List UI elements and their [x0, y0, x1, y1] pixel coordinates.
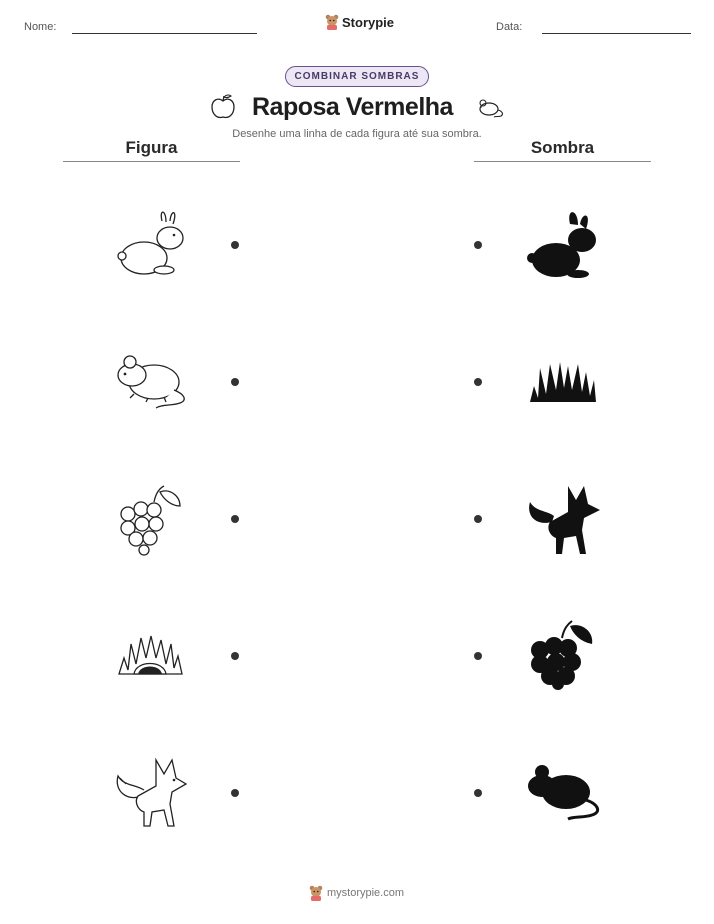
shadow-dot-4[interactable]: [474, 652, 482, 660]
instructions: Desenhe uma linha de cada figura até sua sombra.: [232, 128, 482, 140]
shadow-dot-3[interactable]: [474, 515, 482, 523]
grass-burrow-figure: [116, 634, 186, 678]
mouse-shadow: [526, 764, 602, 822]
mouse-icon: [474, 95, 506, 119]
date-label: Data:: [496, 21, 523, 33]
figures-column-header: Figura: [125, 138, 178, 157]
apple-icon: [209, 93, 237, 121]
footer: [309, 885, 404, 901]
figure-dot-1[interactable]: [231, 241, 239, 249]
brand-name: Storypie: [342, 14, 395, 30]
shadows-column-header: Sombra: [530, 138, 595, 157]
brand-logo: [325, 14, 394, 30]
rabbit-figure: [114, 206, 190, 282]
figure-dot-4[interactable]: [231, 652, 239, 660]
name-label: Nome:: [24, 21, 57, 33]
grapes-figure: [116, 482, 186, 556]
shadow-dot-5[interactable]: [474, 789, 482, 797]
bear-icon: [325, 14, 339, 30]
figures-column-rule: [63, 161, 240, 162]
figure-dot-2[interactable]: [231, 378, 239, 386]
grass-shadow: [528, 358, 598, 404]
grapes-shadow: [528, 618, 598, 692]
date-line[interactable]: [542, 33, 691, 34]
name-line[interactable]: [72, 33, 257, 34]
mouse-figure: [112, 350, 188, 412]
fox-figure: [112, 756, 190, 830]
figure-dot-5[interactable]: [231, 789, 239, 797]
footer-site[interactable]: mystorypie.com: [327, 887, 405, 899]
shadows-column-rule: [474, 161, 651, 162]
shadow-dot-2[interactable]: [474, 378, 482, 386]
page-title: Raposa Vermelha: [252, 93, 453, 121]
figure-dot-3[interactable]: [231, 515, 239, 523]
shadow-dot-1[interactable]: [474, 241, 482, 249]
rabbit-shadow: [526, 208, 602, 282]
fox-shadow: [524, 482, 602, 556]
bear-icon: [309, 885, 323, 901]
activity-badge: COMBINAR SOMBRAS: [285, 66, 430, 87]
